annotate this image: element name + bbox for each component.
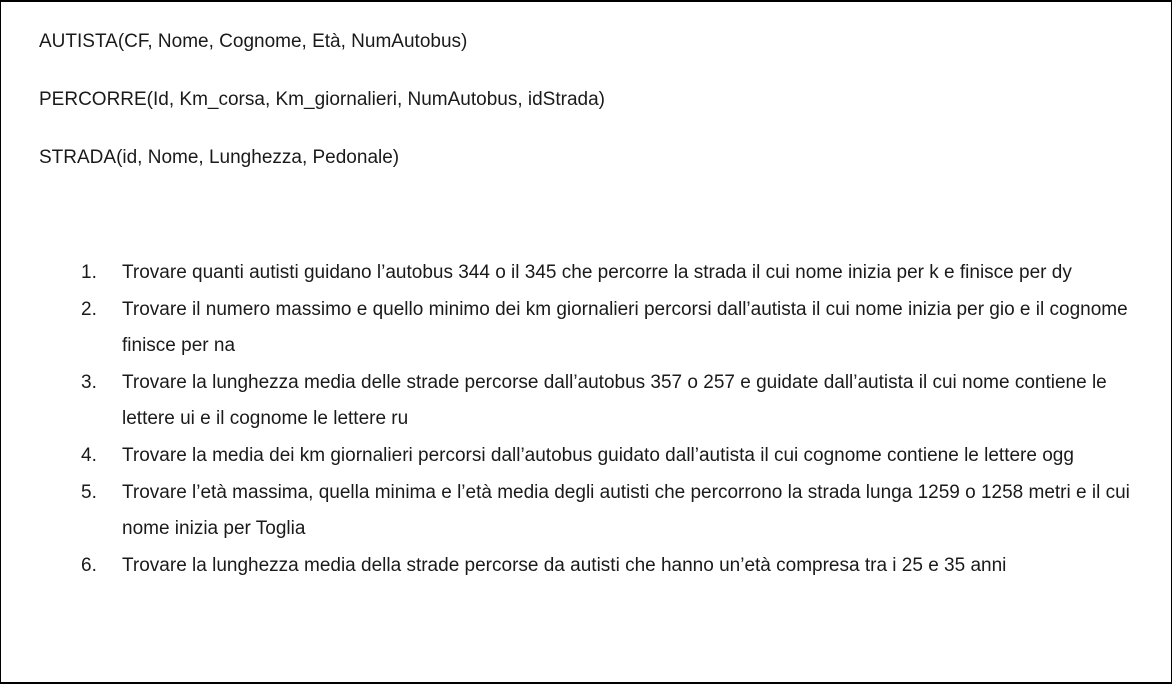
list-item xyxy=(81,365,1141,437)
task-list xyxy=(81,255,1141,585)
list-item-text: Trovare l’età massima, quella minima e l’età media degli autisti che percorrono la strada lunga 1259 o 1258 metri e il cui nome inizia per Toglia xyxy=(122,482,1130,539)
list-item-text: Trovare la lunghezza media delle strade percorse dall’autobus 357 o 257 e guidate dall’autista il cui nome contiene le lettere ui e il cognome le lettere ru xyxy=(122,372,1107,429)
list-item-text: Trovare il numero massimo e quello minimo dei km giornalieri percorsi dall’autista il cui nome inizia per gio e il cognome finisce per na xyxy=(122,299,1128,356)
list-item xyxy=(81,438,1141,474)
schema-section xyxy=(39,30,1139,204)
list-item xyxy=(81,548,1141,584)
list-item-number: 2. xyxy=(81,299,97,320)
list-item-number: 6. xyxy=(81,555,97,576)
list-item-number: 4. xyxy=(81,445,97,466)
list-item-text: Trovare quanti autisti guidano l’autobus 344 o il 345 che percorre la strada il cui nome inizia per k e finisce per dy xyxy=(122,262,1072,283)
list-item-text: Trovare la lunghezza media della strade percorse da autisti che hanno un’età compresa tra i 25 e 35 anni xyxy=(122,555,1007,576)
schema-autista: AUTISTA(CF, Nome, Cognome, Età, NumAutobus) xyxy=(39,31,468,52)
list-item-number: 3. xyxy=(81,372,97,393)
list-item xyxy=(81,292,1141,364)
list-item-number: 5. xyxy=(81,482,97,503)
list-item-text: Trovare la media dei km giornalieri percorsi dall’autobus guidato dall’autista il cui cognome contiene le lettere ogg xyxy=(122,445,1074,466)
schema-percorre: PERCORRE(Id, Km_corsa, Km_giornalieri, NumAutobus, idStrada) xyxy=(39,89,605,110)
schema-strada: STRADA(id, Nome, Lunghezza, Pedonale) xyxy=(39,147,400,168)
list-item-number: 1. xyxy=(81,262,97,283)
list-item xyxy=(81,475,1141,547)
list-item xyxy=(81,255,1141,291)
